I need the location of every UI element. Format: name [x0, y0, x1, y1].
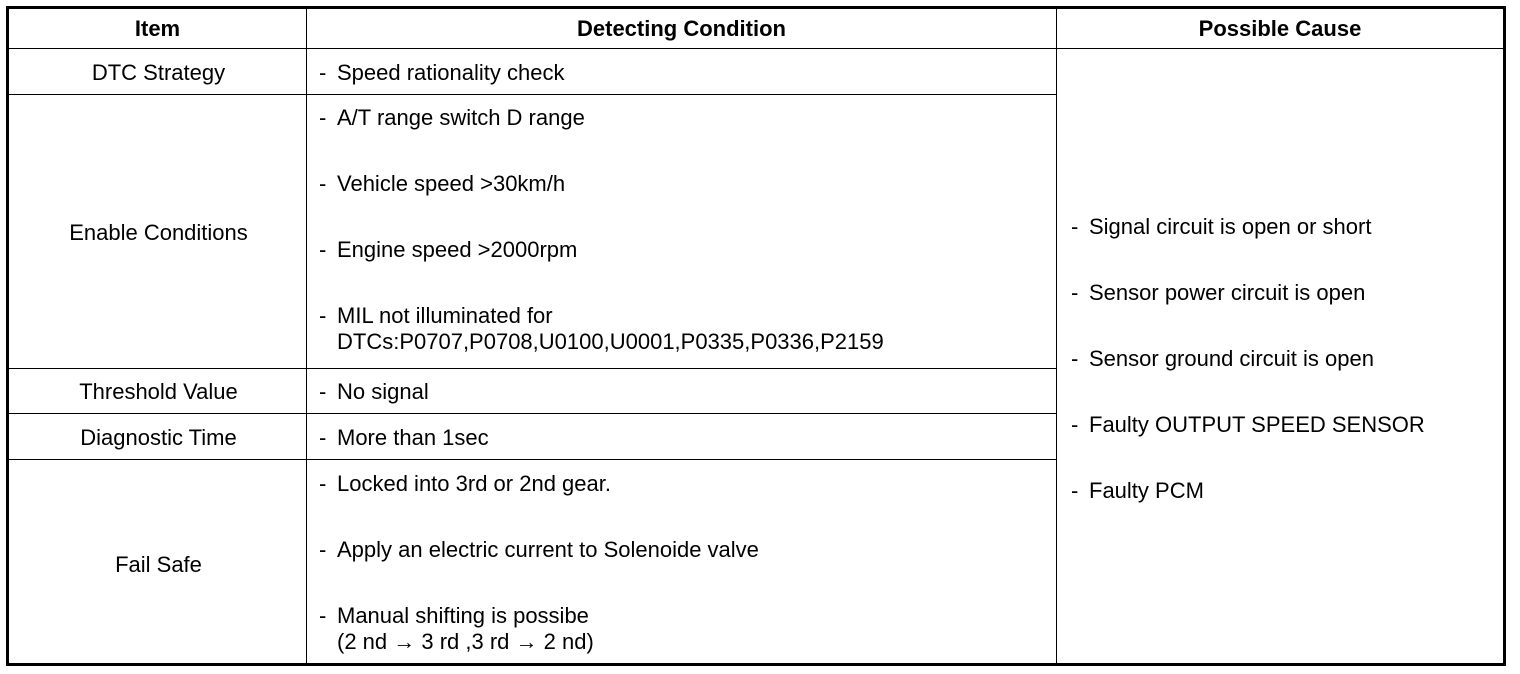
- header-divider: [9, 48, 1503, 49]
- item-fail-safe: Fail Safe: [115, 552, 202, 577]
- item-dtc-strategy: DTC Strategy: [91, 60, 226, 85]
- condition-line: - Apply an electric current to Solenoide valve: [319, 537, 759, 562]
- possible-cause-list: [1071, 214, 1425, 504]
- item-diagnostic-time: Diagnostic Time: [80, 425, 237, 450]
- condition-continuation: (2 nd → 3 rd ,3 rd → 2 nd): [337, 629, 594, 654]
- header-item: Item: [134, 16, 181, 41]
- condition-list: [319, 60, 564, 86]
- diagnostic-table: [6, 6, 1506, 666]
- cause-line: - Signal circuit is open or short: [1071, 214, 1372, 239]
- row-divider: [9, 459, 1057, 460]
- condition-line: - No signal: [319, 379, 429, 404]
- condition-list: [319, 425, 489, 451]
- row-divider: [9, 368, 1057, 369]
- cause-line: - Sensor ground circuit is open: [1071, 346, 1374, 371]
- condition-list: [319, 105, 884, 355]
- cause-line: - Sensor power circuit is open: [1071, 280, 1366, 305]
- condition-line: - MIL not illuminated for: [319, 303, 553, 328]
- condition-list: [319, 471, 759, 655]
- cause-line: - Faulty OUTPUT SPEED SENSOR: [1071, 412, 1425, 437]
- row-divider: [9, 413, 1057, 414]
- condition-line: - More than 1sec: [319, 425, 489, 450]
- condition-list: [319, 379, 429, 405]
- condition-line: - A/T range switch D range: [319, 105, 585, 130]
- cause-line: - Faulty PCM: [1071, 478, 1204, 503]
- header-possible-cause: Possible Cause: [1198, 16, 1362, 41]
- item-threshold-value: Threshold Value: [79, 379, 238, 404]
- condition-line: - Vehicle speed >30km/h: [319, 171, 566, 196]
- condition-line: - Locked into 3rd or 2nd gear.: [319, 471, 611, 496]
- column-divider: [1056, 9, 1057, 663]
- condition-line: - Speed rationality check: [319, 60, 565, 85]
- condition-line: - Manual shifting is possibe: [319, 603, 589, 628]
- condition-continuation: DTCs:P0707,P0708,U0100,U0001,P0335,P0336,P2159: [337, 329, 884, 354]
- header-detecting-condition: Detecting Condition: [577, 16, 786, 41]
- item-enable-conditions: Enable Conditions: [69, 220, 248, 245]
- row-divider: [9, 94, 1057, 95]
- condition-line: - Engine speed >2000rpm: [319, 237, 578, 262]
